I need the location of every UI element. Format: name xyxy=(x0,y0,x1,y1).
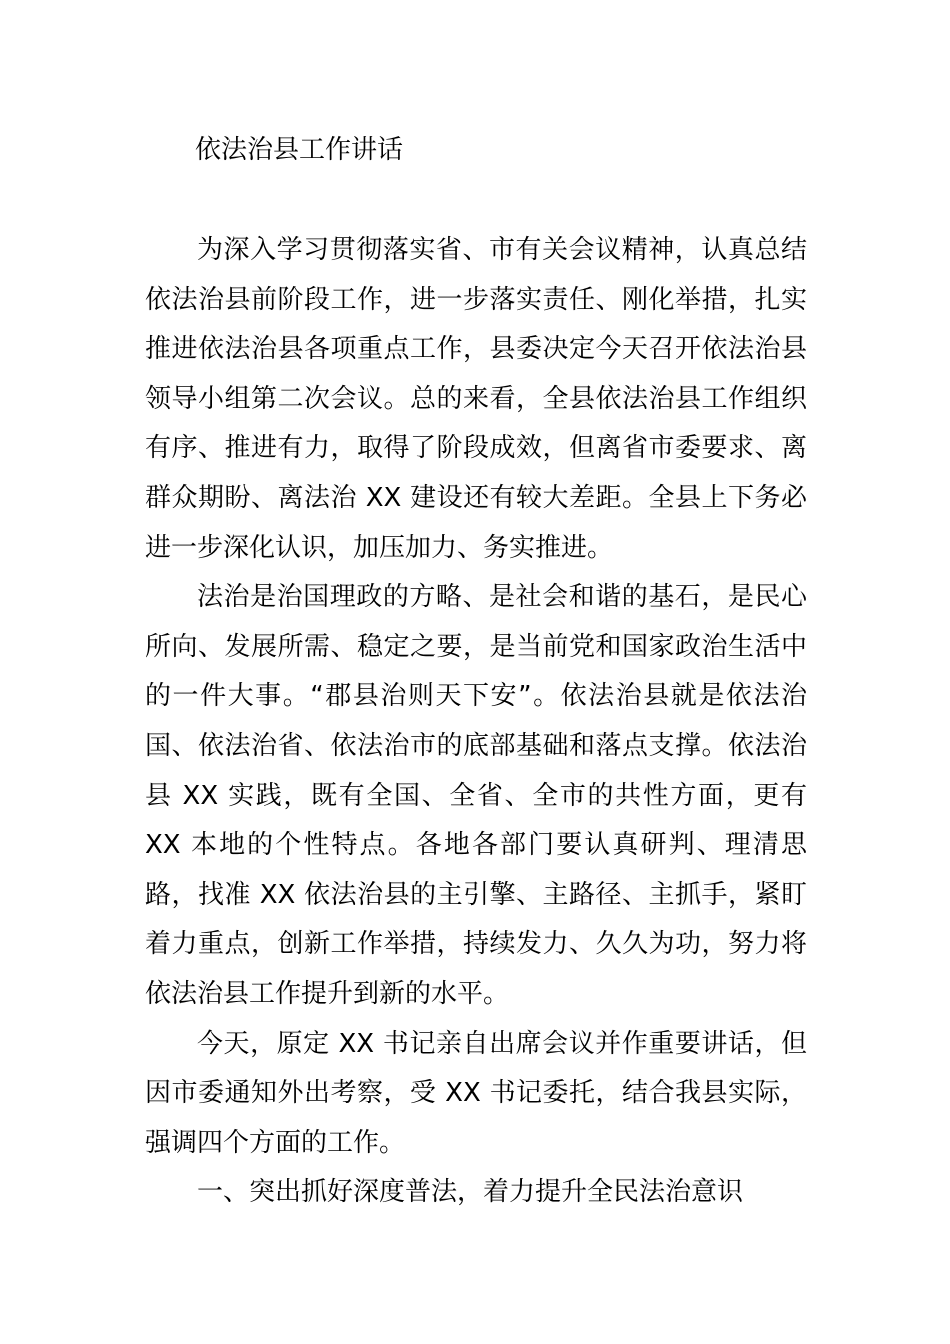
paragraph-intro: 为深入学习贯彻落实省、市有关会议精神，认真总结依法治县前阶段工作，进一步落实责任、刚化举措，扎实推进依法治县各项重点工作，县委决定今天召开依法治县领导小组第二次会议。总的来看，全县依法治县工作组织有序、推进有力，取得了阶段成效，但离省市委要求、离群众期盼、离法治 XX 建设还有较大差距。全县上下务必进一步深化认识，加压加力、务实推进。 xyxy=(145,235,807,563)
paragraph-rule-of-law: 法治是治国理政的方略、是社会和谐的基石，是民心所向、发展所需、稳定之要，是当前党和国家政治生活中的一件大事。“郡县治则天下安”。依法治县就是依法治国、依法治省、依法治市的底部基础和落点支撑。依法治县 XX 实践，既有全国、全省、全市的共性方面，更有 XX 本地的个性特点。各地各部门要认真研判、理清思路，找准 XX 依法治县的主引擎、主路径、主抓手，紧盯着力重点，创新工作举措，持续发力、久久为功，努力将依法治县工作提升到新的水平。 xyxy=(145,582,807,1009)
document-body xyxy=(145,226,807,1218)
document-title: 依法治县工作讲话 xyxy=(195,135,404,165)
paragraph-today: 今天，原定 XX 书记亲自出席会议并作重要讲话，但因市委通知外出考察，受 XX 书记委托，结合我县实际，强调四个方面的工作。 xyxy=(145,1028,807,1158)
section-heading-1: 一、突出抓好深度普法，着力提升全民法治意识 xyxy=(197,1177,744,1208)
